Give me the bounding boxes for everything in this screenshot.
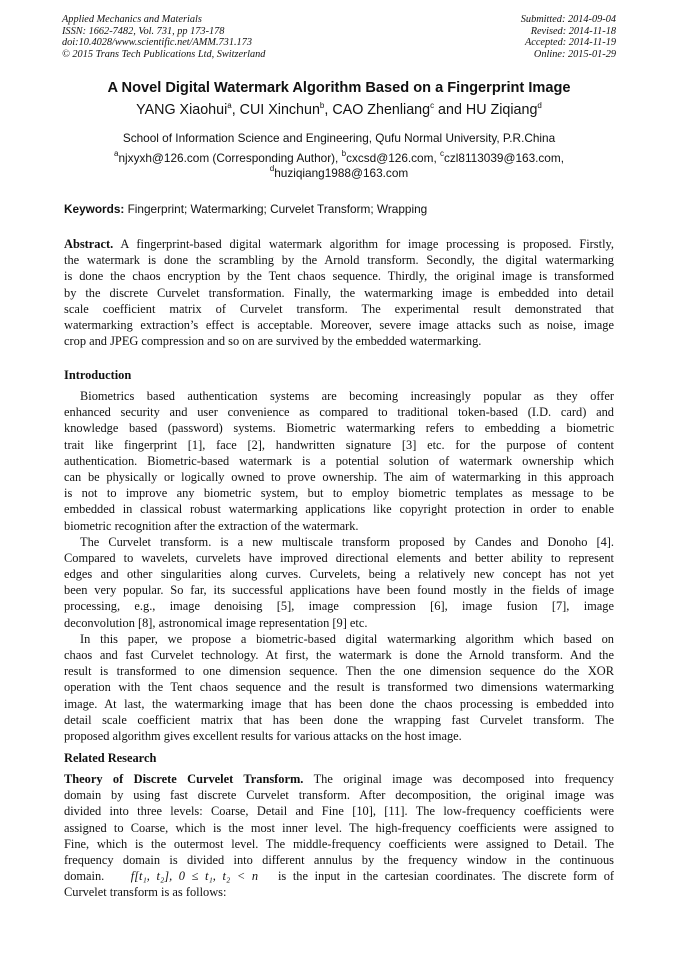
intro-line: enhanced security and user convenience as compared to traditional token-based (I.D. card) and	[64, 405, 614, 420]
copyright-line: © 2015 Trans Tech Publications Ltd, Switzerland	[62, 48, 266, 60]
intro-line: proposed algorithm gives excellent results for various attacks on the host image.	[64, 728, 462, 743]
intro-line: Compared to wavelets, curvelets have improved directional elements and better ability to represent	[64, 550, 614, 565]
abstract-line	[64, 236, 614, 252]
abstract-line: the watermark is done the scrambling by the Arnold transform. Secondly, the digital watermarking	[64, 253, 614, 268]
intro-line: operation with the Tent chaos sequence and the result is transformed two dimensions watermarking	[64, 680, 614, 695]
section-heading-introduction: Introduction	[64, 368, 132, 382]
abstract-line: scale coefficient matrix of Curvelet transform. The experimental result demonstrated that	[64, 301, 614, 316]
author-sup: d	[537, 101, 542, 110]
intro-line: image. At last, the watermarking image that has been done the chaos processing is embedded into	[64, 696, 614, 711]
author-name: YANG Xiaohui	[136, 102, 228, 118]
intro-line: embedded in classical robust watermarking applications like copyright protection in order to enable	[64, 502, 614, 517]
abstract-label: Abstract.	[64, 237, 114, 251]
journal-dates-right	[521, 14, 616, 60]
keywords-text: Fingerprint; Watermarking; Curvelet Transform; Wrapping	[124, 202, 428, 216]
intro-line: trait like fingerprint [1], face [2], handwritten signature [3] etc. for the purpose of content	[64, 437, 614, 452]
author-list	[0, 102, 678, 118]
intro-line: deconvolution [8], astronomical image representation [9] etc.	[64, 615, 368, 630]
abstract-line: crop and JPEG compression and so on are survived by the embedded watermarking.	[64, 334, 482, 349]
keywords	[64, 202, 427, 216]
abstract-line: is done the chaos encryption by the Tent chaos sequence. Thirdly, the original image is transformed	[64, 269, 614, 284]
related-text: domain.	[64, 869, 105, 884]
paper-title: A Novel Digital Watermark Algorithm Based on a Fingerprint Image	[107, 80, 571, 96]
intro-line: authentication. Biometric-based watermark is a potential solution of watermark ownership which	[64, 453, 614, 468]
section-heading-related-research: Related Research	[64, 751, 157, 765]
related-text: The original image was decomposed into frequency	[303, 772, 614, 786]
intro-line: In this paper, we propose a biometric-based digital watermarking algorithm which based on	[80, 631, 614, 646]
inline-formula: f[t₁, t₂], 0 ≤ t₁, t₂ < n	[130, 869, 259, 884]
introduction-body	[64, 388, 614, 744]
abstract-line: by the discrete Curvelet transformation. Finally, the watermarking image is embedded into detail	[64, 285, 614, 300]
related-line-with-formula	[64, 868, 614, 884]
author-sup: a	[227, 101, 232, 110]
journal-info-left	[62, 14, 265, 60]
email-line-2	[0, 163, 678, 181]
related-line	[64, 771, 614, 787]
doi-line: doi:10.4028/www.scientific.net/AMM.731.173	[62, 37, 252, 49]
author-separator: and	[434, 102, 466, 118]
intro-line: biometric recognition after the extraction of the watermark.	[64, 518, 359, 533]
online-date: Online: 2015-01-29	[533, 48, 616, 60]
related-line: Curvelet transform is as follows:	[64, 885, 227, 900]
email-address: njxyxh@126.com (Corresponding Author),	[118, 151, 342, 165]
author-sup: b	[319, 101, 325, 110]
journal-name: Applied Mechanics and Materials	[62, 14, 202, 25]
related-line: Fine, which is the outermost level. The middle-frequency coefficients were assigned to Detail. The	[64, 836, 614, 851]
author-sup: c	[430, 101, 435, 110]
related-research-body	[64, 771, 614, 901]
author-separator: ,	[231, 102, 240, 118]
abstract-line: watermarking extraction’s effect is acceptable. Moreover, severe image attacks such as noise, image	[64, 317, 614, 332]
related-line: divided into three levels: Coarse, Detail and Fine [10], [11]. The low-frequency coefficients were	[64, 804, 614, 819]
email-sup: c	[440, 149, 444, 158]
related-line: domain by using fast discrete Curvelet transform. After decomposition, the original image was	[64, 788, 614, 803]
issn-line: ISSN: 1662-7482, Vol. 731, pp 173-178	[62, 25, 225, 37]
intro-line: chaos and fast Curvelet technology. At first, the watermark is done the Arnold transform. And the	[64, 648, 614, 662]
email-sup: b	[341, 149, 347, 158]
intro-line: result is transformed to one dimension sequence. Then the one dimension sequence do the XOR	[64, 664, 614, 679]
related-line: frequency domain is divided into different annulus by the frequency window in the continuous	[64, 852, 614, 867]
intro-line: edges and other singularities along curves. Curvelets, being a relatively new concept has not yet	[64, 567, 614, 582]
email-address: czl8113039@163.com,	[444, 151, 564, 165]
keywords-label: Keywords:	[64, 202, 125, 216]
submitted-date: Submitted: 2014-09-04	[520, 14, 616, 25]
related-text: is the input in the cartesian coordinates. The discrete form of	[277, 869, 614, 884]
author-emails	[0, 151, 678, 180]
author-name: CAO Zhenliang	[332, 102, 431, 118]
intro-line: is not to improve any biometric system, but to employ biometric templates as message to be	[64, 486, 614, 501]
intro-line: The Curvelet transform. is a new multiscale transform proposed by Candes and Donoho [4].	[80, 534, 614, 549]
revised-date: Revised: 2014-11-18	[530, 25, 616, 37]
related-line: assigned to Coarse, which is the most inner level. The high-frequency coefficients were assigned to	[64, 820, 614, 835]
author-name: HU Ziqiang	[465, 102, 538, 118]
affiliation: School of Information Science and Engineering, Qufu Normal University, P.R.China	[122, 131, 556, 145]
abstract	[64, 236, 614, 349]
email-line-1	[0, 151, 678, 166]
email-address: cxcsd@126.com,	[346, 151, 440, 165]
email-sup: a	[114, 149, 119, 158]
intro-line: Biometrics based authentication systems are becoming increasingly popular as they offer	[80, 389, 614, 403]
intro-line: been very popular. So far, its successful applications have been found mostly in the fields of image	[64, 583, 614, 598]
intro-line: can be physically or logically owned to prove ownership. The aim of watermarking in this approach	[64, 469, 614, 484]
subsection-lead: Theory of Discrete Curvelet Transform.	[64, 772, 304, 786]
author-name: CUI Xinchun	[239, 102, 320, 118]
email-address: huziqiang1988@163.com	[274, 165, 409, 180]
intro-line: processing, e.g., image denoising [5], image compression [6], image fusion [7], image	[64, 599, 614, 614]
email-sup: d	[269, 163, 275, 173]
author-separator: ,	[324, 102, 333, 118]
abstract-text: A fingerprint-based digital watermark algorithm for image processing is proposed. Firstly,	[113, 237, 614, 251]
accepted-date: Accepted: 2014-11-19	[524, 37, 616, 49]
intro-line: detail scale coefficient matrix that has been done the wrapping fast Curvelet transform. The	[64, 712, 614, 727]
intro-line: knowledge based (password) systems. Biometric watermarking refers to embedding a biometric	[64, 421, 614, 436]
